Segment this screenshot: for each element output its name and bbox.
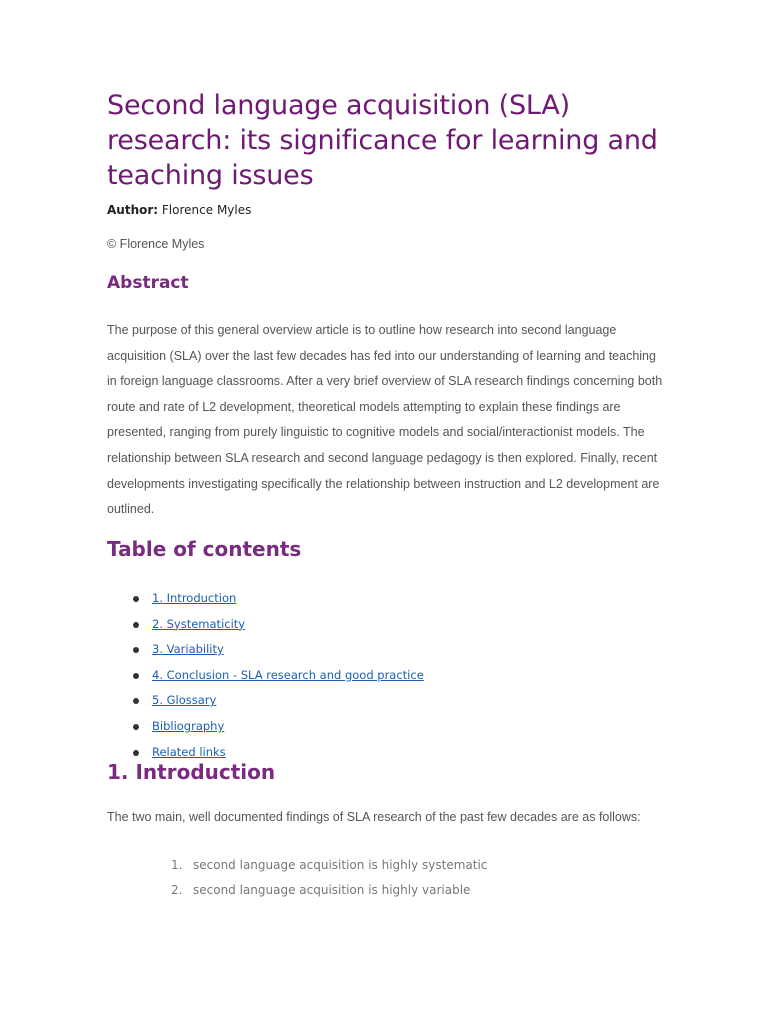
finding-text: second language acquisition is highly systematic: [193, 858, 488, 872]
document-title: Second language acquisition (SLA) research: its significance for learning and teaching issues: [107, 90, 658, 191]
finding-item: [107, 853, 487, 878]
toc-link-related-links[interactable]: Related links: [152, 744, 226, 759]
bullet-icon: [133, 673, 139, 679]
introduction-text: The two main, well documented findings of SLA research of the past few decades are as follows:: [107, 810, 641, 824]
abstract-heading: Abstract: [107, 273, 189, 293]
bullet-icon: [133, 622, 139, 628]
author-name: Florence Myles: [161, 203, 252, 217]
toc-link-conclusion[interactable]: 4. Conclusion - SLA research and good practice: [152, 667, 424, 682]
toc-link-variability[interactable]: 3. Variability: [152, 642, 224, 657]
toc-link-systematicity[interactable]: 2. Systematicity: [152, 616, 246, 631]
bullet-icon: [133, 724, 139, 730]
toc-link-bibliography[interactable]: Bibliography: [152, 718, 225, 733]
toc-item: [107, 612, 424, 638]
findings-list: [107, 853, 487, 903]
copyright-notice: © Florence Myles: [107, 237, 205, 251]
author-label: Author:: [107, 203, 159, 217]
bullet-icon: [133, 647, 139, 653]
toc-item: [107, 637, 424, 663]
toc-item: [107, 688, 424, 714]
abstract-text: The purpose of this general overview article is to outline how research into second language acquisition (SLA) over the last few decades has fed into our understanding of learning and teaching in foreign language classrooms. After a very brief overview of SLA research findings concerning both route and rate of L2 development, theoretical models attempting to explain these findings are presented, ranging from purely linguistic to cognitive models and social/interactionist models. The relationship between SLA research and second language pedagogy is then explored. Finally, recent developments investigating specifically the relationship between instruction and L2 development are outlined.: [107, 323, 663, 517]
bullet-icon: [133, 596, 139, 602]
toc-list: [107, 586, 424, 765]
finding-number: 2.: [171, 883, 183, 897]
toc-item: [107, 586, 424, 612]
bullet-icon: [133, 698, 139, 704]
author-line: [107, 203, 251, 217]
toc-heading: Table of contents: [107, 537, 302, 561]
toc-link-introduction[interactable]: 1. Introduction: [152, 591, 237, 605]
finding-item: [107, 878, 487, 903]
finding-number: 1.: [171, 858, 183, 872]
toc-item: [107, 663, 424, 689]
toc-link-glossary[interactable]: 5. Glossary: [152, 693, 217, 708]
toc-item: [107, 714, 424, 740]
bullet-icon: [133, 750, 139, 756]
finding-text: second language acquisition is highly variable: [193, 883, 471, 897]
introduction-heading: 1. Introduction: [107, 760, 276, 784]
